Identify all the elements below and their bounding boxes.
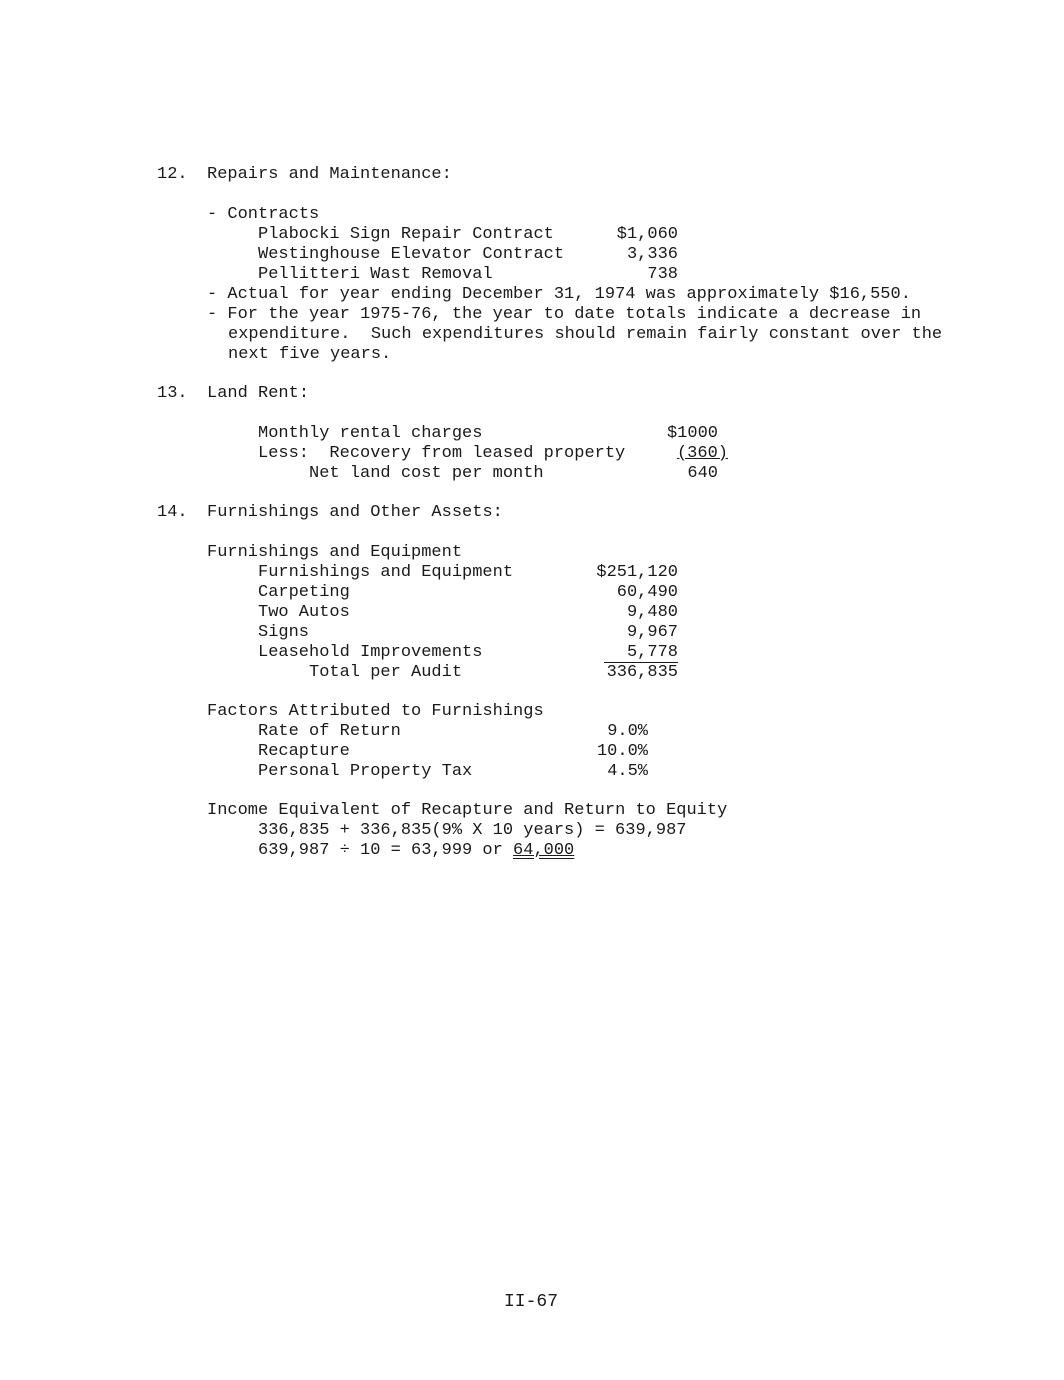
land-rent-net-amount: 640 <box>687 464 718 483</box>
factor-value: 4.5% <box>607 762 648 781</box>
asset-label: Carpeting <box>258 583 350 602</box>
note-1975-line2: expenditure. Such expenditures should remain fairly constant over the <box>228 325 943 344</box>
land-rent-amount: (360) <box>676 444 728 463</box>
page-number: II-67 <box>504 1292 559 1312</box>
note-1975-line3: next five years. <box>228 345 392 364</box>
contract-name: Plabocki Sign Repair Contract <box>258 225 554 244</box>
furnishings-header: Furnishings and Equipment <box>207 543 463 562</box>
total-label: Total per Audit <box>309 663 463 682</box>
income-line-2 <box>258 841 574 861</box>
section-13-title: Land Rent: <box>207 384 310 403</box>
section-12-number: 12. <box>157 165 188 184</box>
section-14-number: 14. <box>157 503 188 522</box>
section-13-number: 13. <box>157 384 188 403</box>
contract-name: Westinghouse Elevator Contract <box>258 245 565 264</box>
asset-amount: $251,120 <box>596 563 678 582</box>
factor-label: Rate of Return <box>258 722 401 741</box>
contracts-label: - Contracts <box>207 205 320 224</box>
asset-amount: 60,490 <box>616 583 678 602</box>
contract-amount: 738 <box>647 265 678 284</box>
section-14-title: Furnishings and Other Assets: <box>207 503 503 522</box>
land-rent-label: Less: Recovery from leased property <box>258 444 626 463</box>
factors-header: Factors Attributed to Furnishings <box>207 702 544 721</box>
asset-label: Two Autos <box>258 603 350 622</box>
note-actual-1974: - Actual for year ending December 31, 1974 was approximately $16,550. <box>207 285 911 304</box>
contract-name: Pellitteri Wast Removal <box>258 265 493 284</box>
land-rent-amount: $1000 <box>666 424 718 443</box>
income-line-1: 336,835 + 336,835(9% X 10 years) = 639,987 <box>258 821 687 840</box>
note-1975-line1: - For the year 1975-76, the year to date totals indicate a decrease in <box>207 305 922 324</box>
contract-amount: $1,060 <box>616 225 678 244</box>
asset-label: Furnishings and Equipment <box>258 563 514 582</box>
income-result: 64,000 <box>513 841 575 860</box>
asset-label: Leasehold Improvements <box>258 643 483 662</box>
asset-amount: 9,967 <box>626 623 678 642</box>
asset-amount: 9,480 <box>626 603 678 622</box>
asset-label: Signs <box>258 623 310 642</box>
land-rent-net-label: Net land cost per month <box>309 464 544 483</box>
section-12-title: Repairs and Maintenance: <box>207 165 452 184</box>
factor-value: 9.0% <box>607 722 648 741</box>
total-amount: 336,835 <box>604 662 678 683</box>
contract-amount: 3,336 <box>626 245 678 264</box>
factor-value: 10.0% <box>596 742 648 761</box>
asset-amount: 5,778 <box>626 643 678 662</box>
income-header: Income Equivalent of Recapture and Return to Equity <box>207 801 728 820</box>
land-rent-label: Monthly rental charges <box>258 424 483 443</box>
factor-label: Recapture <box>258 742 350 761</box>
factor-label: Personal Property Tax <box>258 762 473 781</box>
income-line-2-prefix: 639,987 ÷ 10 = 63,999 or <box>258 841 514 860</box>
